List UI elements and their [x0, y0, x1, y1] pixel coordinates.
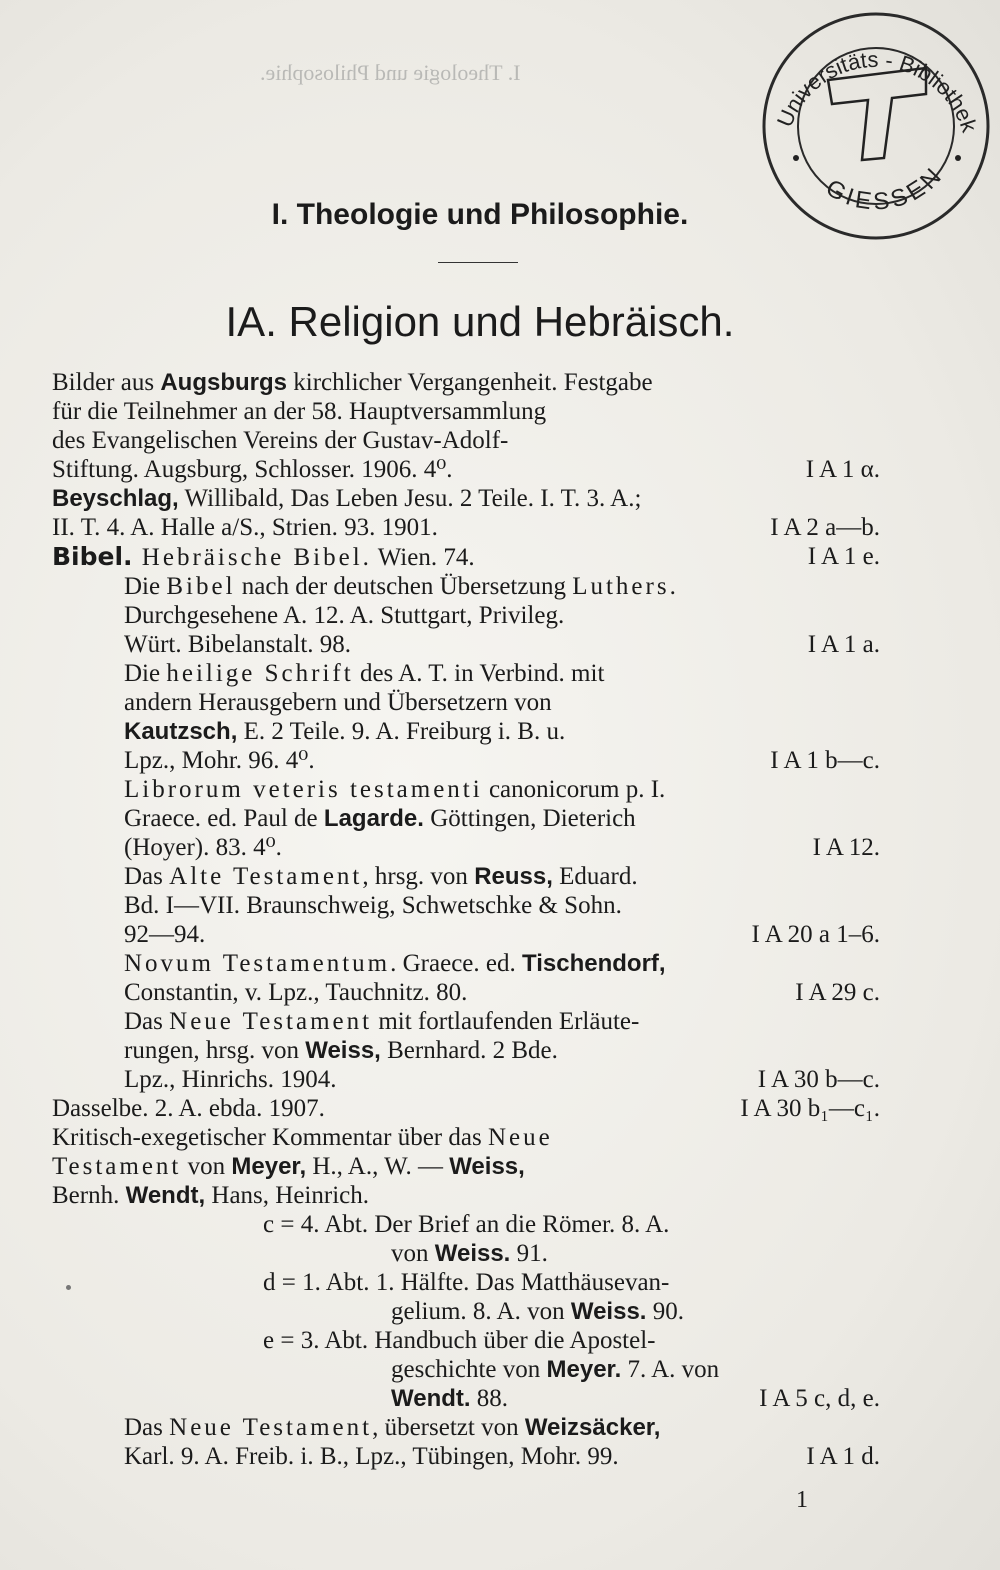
list-item: Kritisch-exegetischer Kommentar über das Neue Testament von Meyer, H., A., W. — Weiss, Bernh. Wendt, Hans, Heinrich. c = 4. Abt. Der Brief an die Römer. 8. A. von Weiss. 91. d = 1. Abt. 1. Hälfte. Das Matthäusevan- gelium. 8. A. von Weiss. 90. e = 3. Abt. Handbuch über die Apostel- geschichte von Meyer. 7. A. von Wendt. 88. I A 5 c, d, e. — [52, 1124, 880, 1412]
svg-text:GIESSEN: GIESSEN — [821, 160, 950, 216]
shelf-mark: I A 2 a—b. — [770, 514, 880, 541]
list-item: Das Neue Testament, übersetzt von Weizsäcker, Karl. 9. A. Freib. i. B., Lpz., Tübingen, Mohr. 99. I A 1 d. — [124, 1414, 880, 1470]
shelf-mark: I A 1 a. — [807, 631, 880, 658]
subsection-title: IA. Religion und Hebräisch. — [225, 298, 735, 345]
svg-text:Universitäts - Bibliothek: Universitäts - Bibliothek — [771, 46, 983, 136]
list-item: Beyschlag, Willibald, Das Leben Jesu. 2 Teile. I. T. 3. A.; II. T. 4. A. Halle a/S., Strien. 93. 1901. I A 2 a—b. — [52, 485, 880, 541]
list-item: Die heilige Schrift des A. T. in Verbind. mit andern Herausgebern und Übersetzern von Kautzsch, E. 2 Teile. 9. A. Freiburg i. B. u. Lpz., Mohr. 96. 4⁰. I A 1 b—c. — [124, 660, 880, 774]
page-number: 1 — [796, 1487, 808, 1513]
shelf-mark: I A 1 e. — [807, 543, 880, 570]
shelf-mark: I A 29 c. — [795, 979, 880, 1006]
list-item: Dasselbe. 2. A. ebda. 1907. I A 30 b₁—c₁. — [52, 1095, 880, 1122]
ink-speck — [66, 1285, 71, 1290]
shelf-mark: I A 30 b₁—c₁. — [740, 1095, 880, 1122]
shelf-mark: I A 30 b—c. — [757, 1066, 880, 1093]
list-item: Das Neue Testament mit fortlaufenden Erläute- rungen, hrsg. von Weiss, Bernhard. 2 Bde. Lpz., Hinrichs. 1904. I A 30 b—c. — [124, 1008, 880, 1093]
list-item: Die Bibel nach der deutschen Übersetzung Luthers. Durchgesehene A. 12. A. Stuttgart, Privileg. Würt. Bibelanstalt. 98. I A 1 a. — [124, 573, 880, 658]
shelf-mark: I A 5 c, d, e. — [759, 1385, 880, 1412]
list-item: Bilder aus Augsburgs kirchlicher Vergangenheit. Festgabe für die Teilnehmer an der 58. Hauptversammlung des Evangelischen Vereins der Gustav-Adolf- Stiftung. Augsburg, Schlosser. 1906. 4⁰. I A 1 α. — [52, 369, 880, 483]
shelf-mark: I A 1 α. — [805, 456, 880, 483]
list-item: Librorum veteris testamenti canonicorum p. I. Graece. ed. Paul de Lagarde. Göttingen, Dieterich (Hoyer). 83. 4⁰. I A 12. — [124, 776, 880, 861]
shelf-mark: I A 20 a 1–6. — [751, 921, 880, 948]
shelf-mark: I A 12. — [812, 834, 880, 861]
bibliography-list — [52, 368, 880, 1471]
list-item: Novum Testamentum. Graece. ed. Tischendorf, Constantin, v. Lpz., Tauchnitz. 80. I A 29 c. — [124, 950, 880, 1006]
shelf-mark: I A 1 d. — [806, 1443, 880, 1470]
section-title: I. Theologie und Philosophie. — [271, 198, 689, 231]
shelf-mark: I A 1 b—c. — [770, 747, 880, 774]
divider — [438, 262, 518, 263]
list-item: Das Alte Testament, hrsg. von Reuss, Eduard. Bd. I—VII. Braunschweig, Schwetschke & Sohn. 92—94. I A 20 a 1–6. — [124, 863, 880, 948]
bleed-through-header: I. Theologie und Philosophie. — [260, 60, 521, 85]
list-item: Bibel. Hebräische Bibel. Wien. 74. I A 1 e. — [52, 542, 880, 571]
